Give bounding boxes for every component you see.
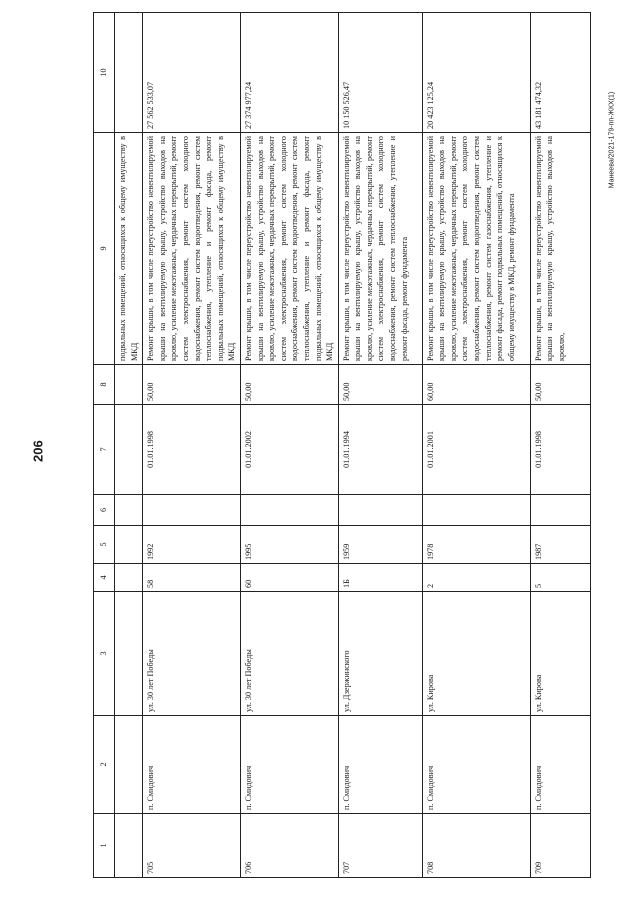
cost-cell: 27 374 977,24 (240, 13, 338, 133)
table-row (143, 13, 241, 878)
works-cell: Ремонт крыши, в том числе переустройство невентилируемой крыши на вентилируемую крышу, устройство выходов на кровлю, усиление межэтажных, чердачных перекрытий, ремонт систем электроснабжения, ремонт систем холодного водоснабжения, ремонт систем водоотведения, ремонт систем теплоснабжения, утепление и ремонт фасада, ремонт подвальных помещений, относящихся к общему имуществу в МКД (143, 133, 241, 365)
col6-cell (338, 495, 422, 526)
date-cell: 01.01.1994 (338, 405, 422, 495)
col-header-10: 10 (94, 13, 115, 133)
col-header-1: 1 (94, 814, 115, 878)
wear-cell: 60,00 (422, 365, 530, 405)
wear-cell: 50,00 (143, 365, 241, 405)
house-cell: 5 (530, 564, 590, 592)
house-cell: 58 (143, 564, 241, 592)
col6-cell (143, 495, 241, 526)
table-row (338, 13, 422, 878)
page-number: 206 (30, 440, 46, 462)
row-number: 709 (530, 814, 590, 878)
col-header-2: 2 (94, 716, 115, 814)
row-number: 707 (338, 814, 422, 878)
col-header-8: 8 (94, 365, 115, 405)
col-header-9: 9 (94, 133, 115, 365)
settlement-cell: п. Смидович (338, 716, 422, 814)
works-cell: Ремонт крыши, в том числе переустройство невентилируемой крыши на вентилируемую крышу, устройство выходов на кровлю, усиление межэтажных, чердачных перекрытий, ремонт систем электроснабжения, ремонт систем холодного водоснабжения, ремонт систем водоотведения, ремонт систем теплоснабжения, утепление и ремонт фасада, ремонт подвальных помещений, относящихся к общему имуществу в МКД (240, 133, 338, 365)
table-row (240, 13, 338, 878)
year-built-cell: 1959 (338, 526, 422, 564)
house-cell: 1Б (338, 564, 422, 592)
wear-cell: 50,00 (240, 365, 338, 405)
wear-cell: 50,00 (530, 365, 590, 405)
cost-cell: 43 181 474,32 (530, 13, 590, 133)
col6-cell (240, 495, 338, 526)
date-cell: 01.01.1998 (143, 405, 241, 495)
cost-cell: 27 562 533,07 (143, 13, 241, 133)
col-header-3: 3 (94, 592, 115, 716)
year-built-cell: 1978 (422, 526, 530, 564)
row-number: 705 (143, 814, 241, 878)
street-cell: ул. 30 лет Победы (143, 592, 241, 716)
works-cell: Ремонт крыши, в том числе переустройство невентилируемой крыши на вентилируемую крышу, устройство выходов на кровлю, (530, 133, 590, 365)
street-cell: ул. Дзержинского (338, 592, 422, 716)
col6-cell (530, 495, 590, 526)
house-cell: 60 (240, 564, 338, 592)
rotated-table-container (93, 13, 581, 878)
table-row (422, 13, 530, 878)
settlement-cell: п. Смидович (143, 716, 241, 814)
cost-cell: 20 423 125,24 (422, 13, 530, 133)
col-header-5: 5 (94, 526, 115, 564)
col-header-6: 6 (94, 495, 115, 526)
street-cell: ул. Кирова (422, 592, 530, 716)
continuation-row (115, 13, 143, 878)
col-header-4: 4 (94, 564, 115, 592)
works-cell: Ремонт крыши, в том числе переустройство невентилируемой крыши на вентилируемую крышу, устройство выходов на кровлю, усиление межэтажных, чердачных перекрытий, ремонт систем электроснабжения, ремонт систем холодного водоснабжения, ремонт систем теплоснабжения, утепление и ремонт фасада, ремонт фундамента (338, 133, 422, 365)
document-code: Манеева/2021-179-пп-ЖКХ(1) (608, 91, 616, 189)
date-cell: 01.01.1998 (530, 405, 590, 495)
continuation-works: подвальных помещений, относящихся к общему имуществу в МКД (115, 133, 143, 365)
works-cell: Ремонт крыши, в том числе переустройство невентилируемой крыши на вентилируемую крышу, устройство выходов на кровлю, усиление межэтажных, чердачных перекрытий, ремонт систем электроснабжения, ремонт систем холодного водоснабжения, ремонт систем водоотведения, ремонт систем теплоснабжения, ремонт систем газоснабжения, утепление и ремонт фасада, ремонт подвальных помещений, относящихся к общему имуществу в МКД, ремонт фундамента (422, 133, 530, 365)
date-cell: 01.01.2001 (422, 405, 530, 495)
row-number: 706 (240, 814, 338, 878)
col6-cell (422, 495, 530, 526)
repair-program-table (93, 12, 591, 878)
settlement-cell: п. Смидович (240, 716, 338, 814)
date-cell: 01.01.2002 (240, 405, 338, 495)
row-number: 708 (422, 814, 530, 878)
year-built-cell: 1995 (240, 526, 338, 564)
settlement-cell: п. Смидович (530, 716, 590, 814)
col-header-7: 7 (94, 405, 115, 495)
year-built-cell: 1987 (530, 526, 590, 564)
street-cell: ул. Кирова (530, 592, 590, 716)
wear-cell: 50,00 (338, 365, 422, 405)
column-number-row (94, 13, 115, 878)
street-cell: ул. 30 лет Победы (240, 592, 338, 716)
house-cell: 2 (422, 564, 530, 592)
table-row (530, 13, 590, 878)
settlement-cell: п. Смидович (422, 716, 530, 814)
cost-cell: 10 150 526,47 (338, 13, 422, 133)
year-built-cell: 1992 (143, 526, 241, 564)
